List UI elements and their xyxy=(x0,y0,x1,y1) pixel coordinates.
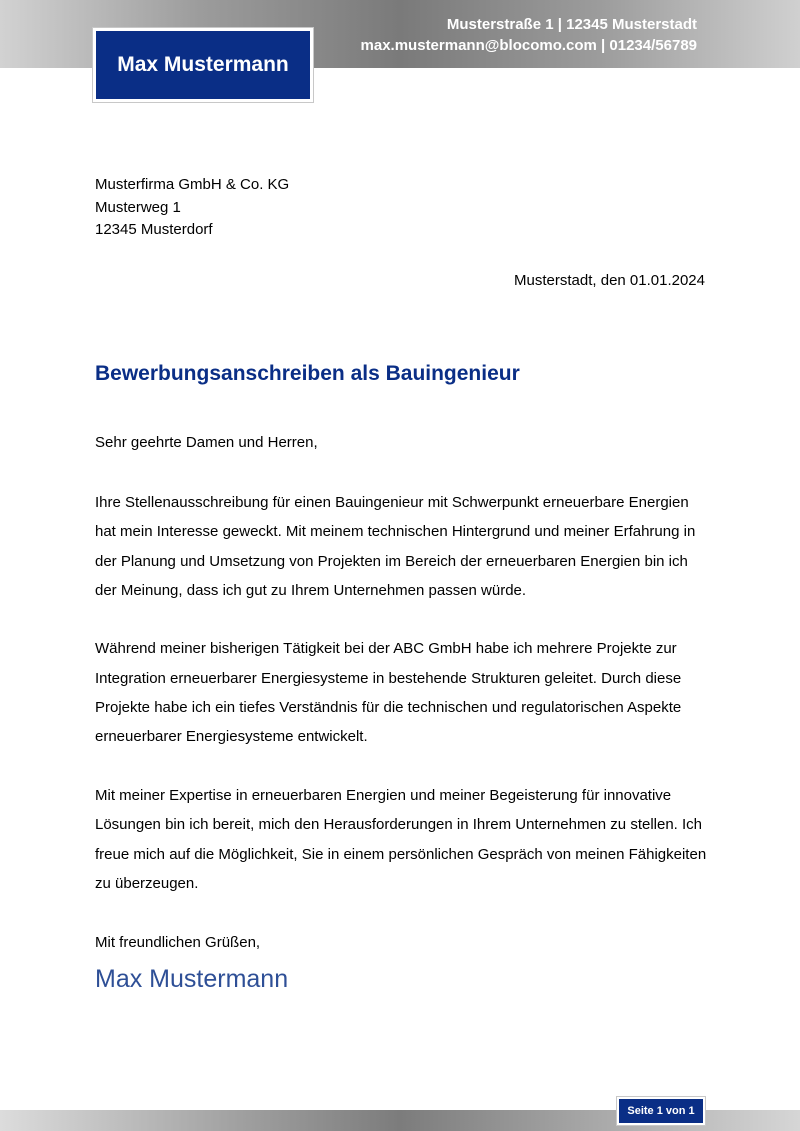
body-paragraph: Während meiner bisherigen Tätigkeit bei der ABC GmbH habe ich mehrere Projekte zur Integration erneuerbarer Energiesysteme in bestehende Strukturen geleitet. Durch diese Projekte habe ich ein tiefes Verständnis für die technischen und regulatorischen Aspekte erneuerbarer Energiesysteme entwickelt. xyxy=(95,640,682,746)
contact-block xyxy=(361,14,697,56)
recipient-city: 12345 Musterdorf xyxy=(95,221,213,238)
letter-date: Musterstadt, den 01.01.2024 xyxy=(514,272,705,289)
sender-name-box xyxy=(93,28,313,102)
body-paragraph: Ihre Stellenausschreibung für einen Bauingenieur mit Schwerpunkt erneuerbare Energien hat mein Interesse geweckt. Mit meinem technischen Hintergrund und meiner Erfahrung in der Planung und Umsetzung von Projekten im Bereich der erneuerbaren Energien bin ich der Meinung, dass ich gut zu Ihrem Unternehmen passen würde. xyxy=(95,494,696,599)
page-number-label: Seite 1 von 1 xyxy=(627,1105,695,1117)
page-number-badge xyxy=(617,1097,705,1125)
recipient-address xyxy=(95,174,289,242)
sender-address: Musterstraße 1 | 12345 Musterstadt xyxy=(446,16,697,33)
recipient-company: Musterfirma GmbH & Co. KG xyxy=(95,176,290,193)
signature: Max Mustermann xyxy=(95,965,289,993)
letter-body xyxy=(95,488,707,927)
salutation: Sehr geehrte Damen und Herren, xyxy=(95,434,318,451)
letter-subject: Bewerbungsanschreiben als Bauingenieur xyxy=(95,362,520,385)
body-paragraph: Mit meiner Expertise in erneuerbaren Energien und meiner Begeisterung für innovative Lösungen bin ich bereit, mich den Herausforderungen in Ihrem Unternehmen zu stellen. Ich freue mich auf die Möglichkeit, Sie in einem persönlichen Gespräch von meinen Fähigkeiten zu überzeugen. xyxy=(95,786,707,892)
sender-name: Max Mustermann xyxy=(117,53,289,76)
sender-contact: max.mustermann@blocomo.com | 01234/56789 xyxy=(360,37,697,54)
closing: Mit freundlichen Grüßen, xyxy=(95,934,261,951)
recipient-street: Musterweg 1 xyxy=(95,198,181,216)
